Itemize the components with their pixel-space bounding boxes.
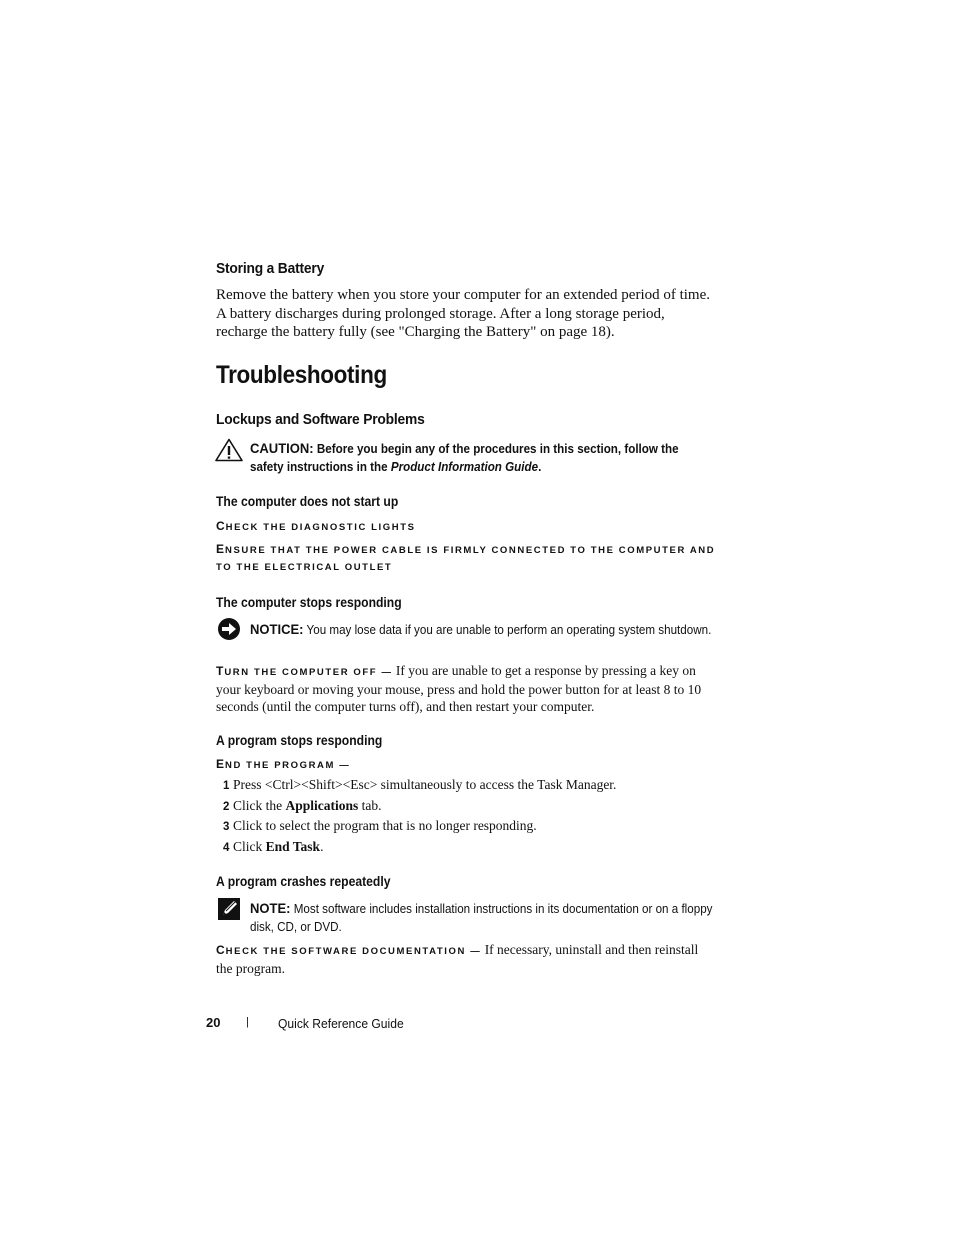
notice-note [250,620,715,639]
arrow-circle-icon [217,617,241,646]
caution-text: Before you begin any of the procedures in this section, follow the safety instructions in the [250,442,679,474]
note-label: NOTE: [250,900,291,916]
action-check-software-documentation: CHECK THE SOFTWARE DOCUMENTATION — If necessary, uninstall and then reinstall the program. [216,942,699,976]
caution-note: CAUTION: Before you begin any of the procedures in this section, follow the safety instructions in the Product Information Guide. [250,440,679,474]
notice-label: NOTICE: [250,621,304,637]
action-ensure-power-cable: ENSURE THAT THE POWER CABLE IS FIRMLY CONNECTED TO THE COMPUTER AND TO THE ELECTRICAL OUTLET [216,542,716,573]
footer-title: Quick Reference Guide [278,1016,404,1031]
turn-off-text: If you are unable to get a response by pressing a key on your keyboard or moving your mouse, press and hold the power button for at least 8 to 10 seconds (until the computer turns off), and then restart your computer. [216,663,702,714]
warning-triangle-icon [215,438,243,467]
note-text: Most software includes installation instructions in its documentation or on a floppy disk, CD, or DVD. [250,902,713,934]
page-number: 20 [206,1015,221,1030]
list-item: 3 Click to select the program that is no longer responding. [223,818,537,833]
action-end-program: END THE PROGRAM — [216,757,351,771]
check-software-text: If necessary, uninstall and then reinstall the program. [216,942,699,976]
product-information-guide: Product Information Guide [390,460,539,474]
note-box [250,899,715,936]
notice-text: You may lose data if you are unable to perform an operating system shutdown. [306,623,712,637]
page-title: Troubleshooting [216,361,387,389]
end-task-label: End Task [265,838,321,854]
applications-tab-label: Applications [285,797,359,813]
subheading-stops-responding: The computer stops responding [216,595,402,610]
footer-separator: | [246,1016,249,1028]
caution-label: CAUTION: [250,440,314,456]
storing-paragraph: Remove the battery when you store your computer for an extended period of time. A battery discharges during prolonged storage. After a long storage period, recharge the battery fully (see "Charging the Battery" on page 18). [216,287,711,340]
list-item: 1 Press <Ctrl><Shift><Esc> simultaneously to access the Task Manager. [223,777,617,792]
section-heading-storing: Storing a Battery [216,260,325,277]
subheading-not-start: The computer does not start up [216,494,399,509]
pencil-note-icon [217,897,241,926]
subheading-program-crashes: A program crashes repeatedly [216,874,391,889]
subheading-program-stops: A program stops responding [216,733,383,748]
action-check-diagnostic-lights: CHECK THE DIAGNOSTIC LIGHTS [216,519,416,533]
section-heading-lockups: Lockups and Software Problems [216,411,425,428]
list-item: 2 Click the Applications tab. [223,797,382,813]
list-item: 4 Click End Task. [223,838,324,854]
action-turn-off: TURN THE COMPUTER OFF — If you are unable to get a response by pressing a key on your keyboard or moving your mouse, press and hold the power button for at least 8 to 10 seconds (until the computer turns off), and then restart your computer. [216,663,702,714]
steps-list [223,776,713,858]
